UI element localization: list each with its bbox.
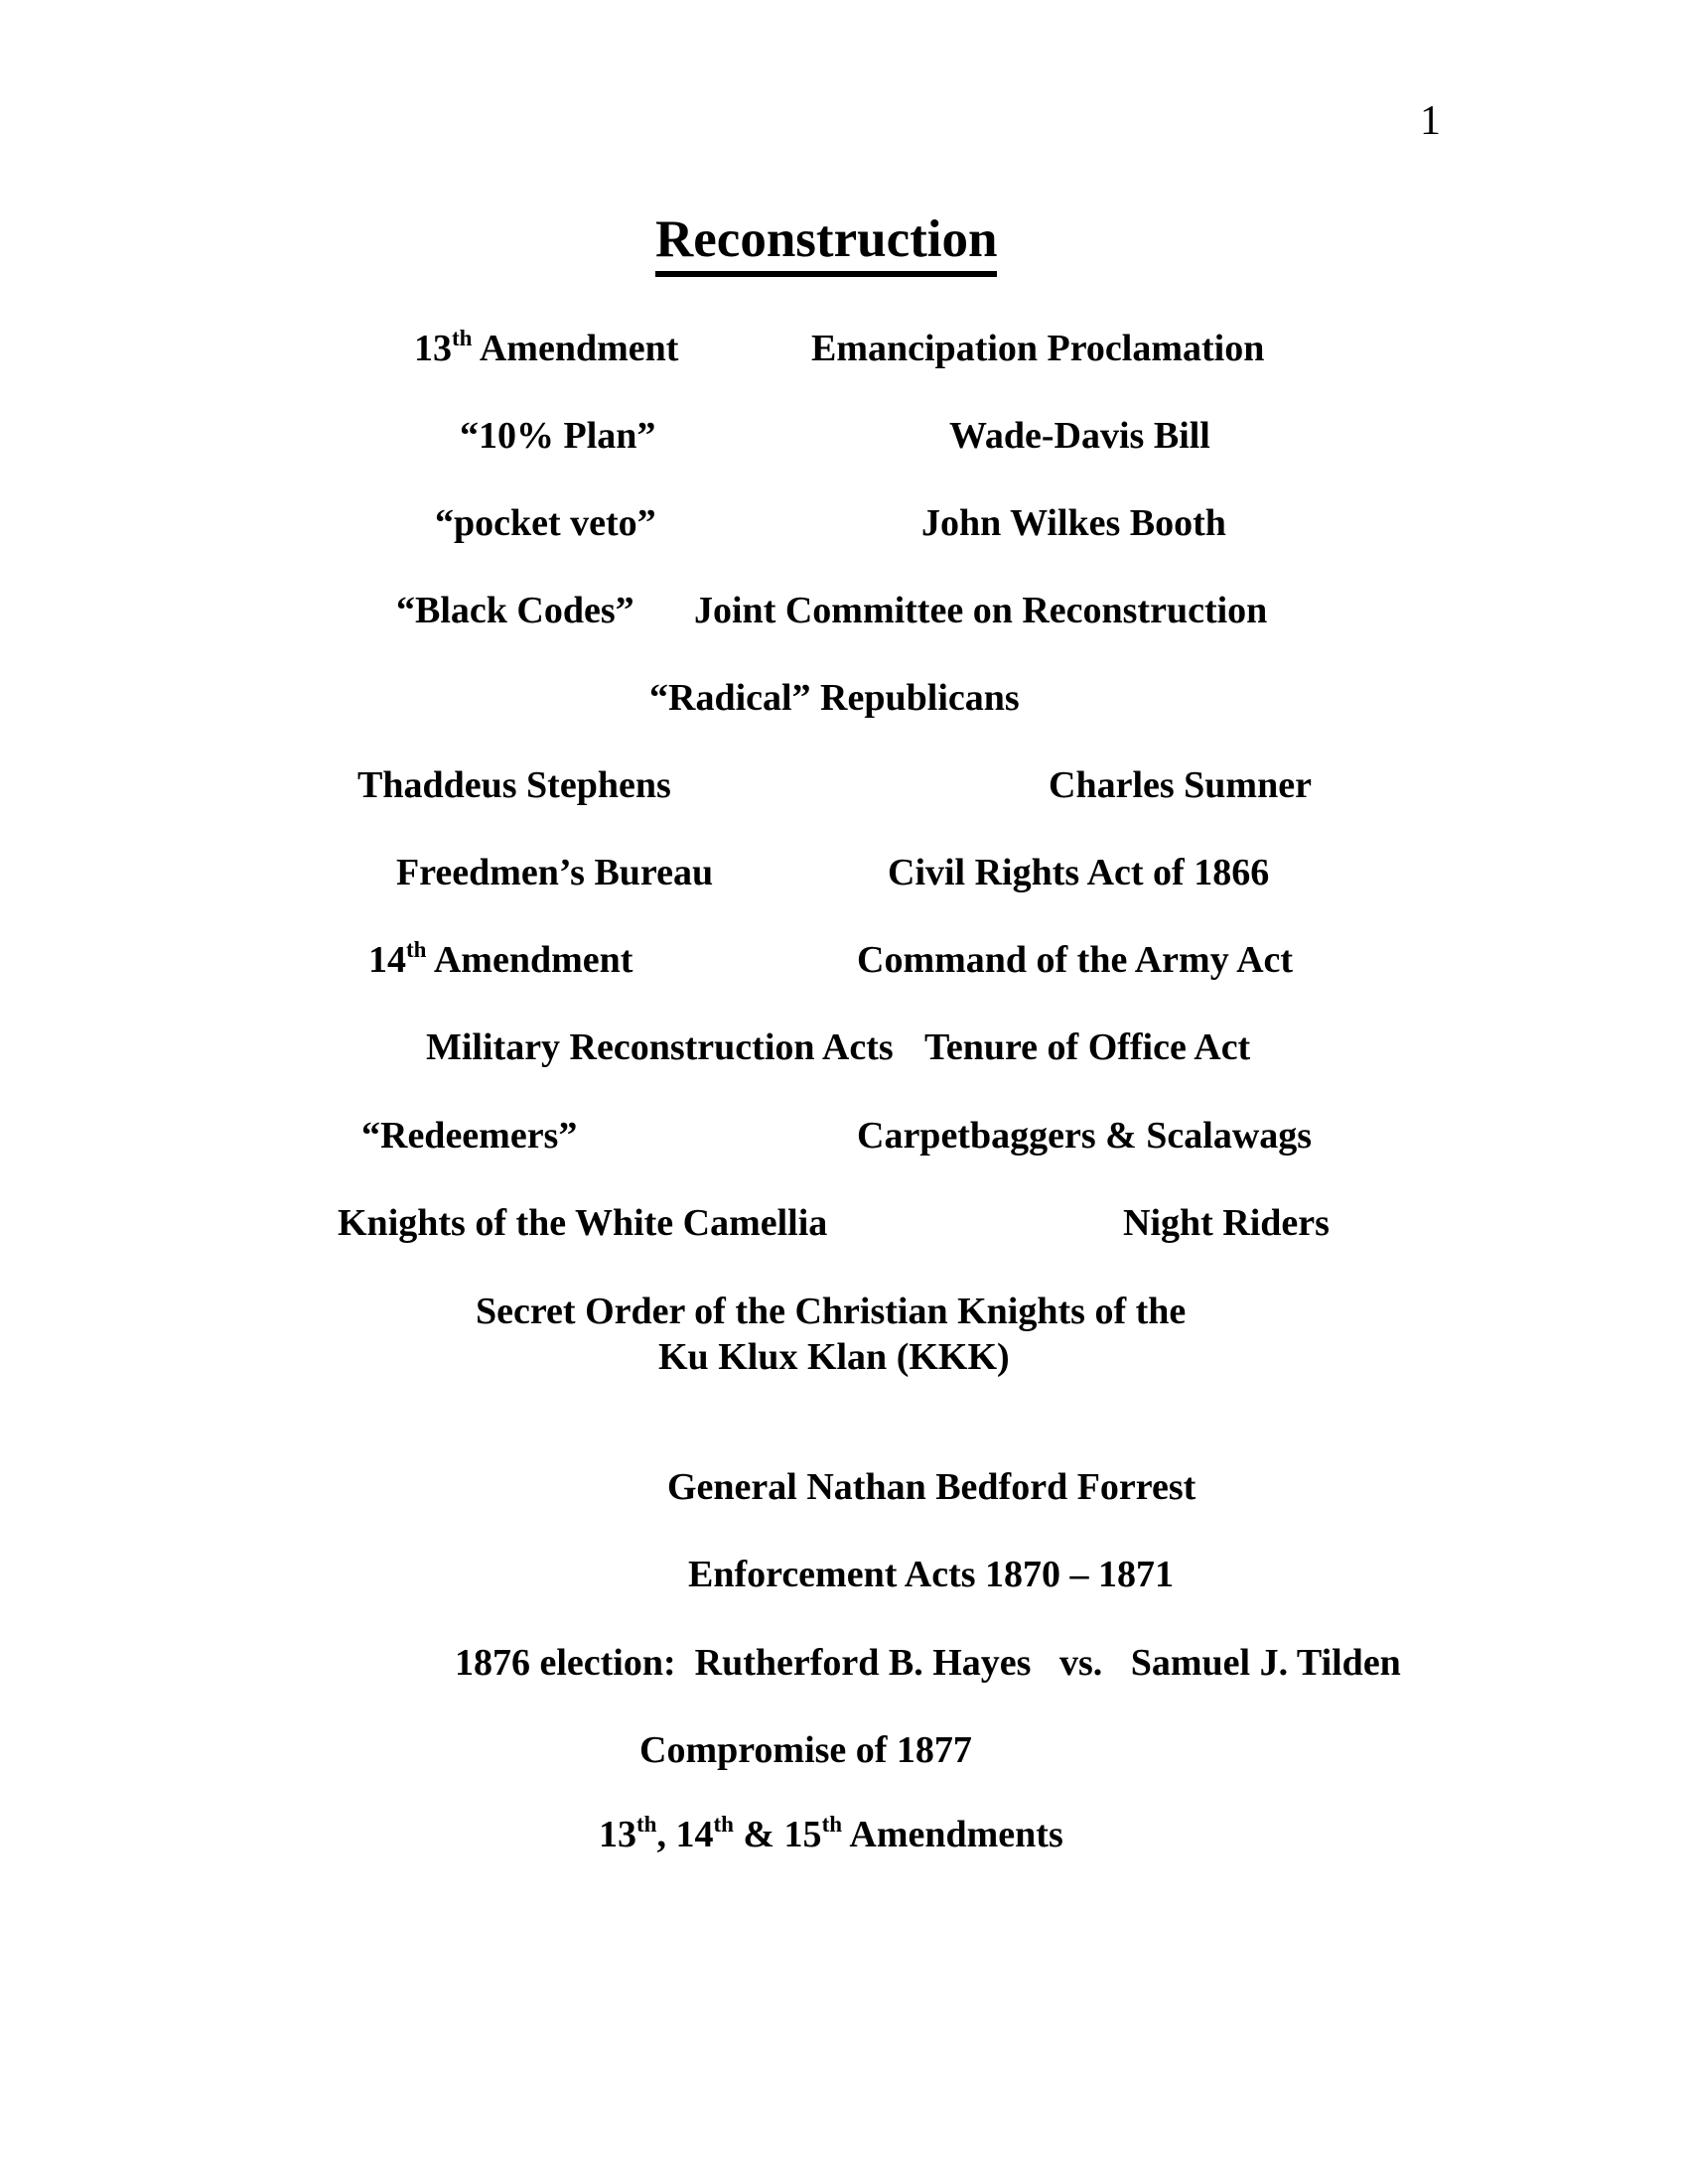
term-final-p4: Amendments — [842, 1814, 1063, 1855]
term-black-codes: “Black Codes” — [396, 590, 634, 631]
term-charles-sumner: Charles Sumner — [1049, 764, 1312, 806]
term-1876-election: 1876 election: Rutherford B. Hayes vs. Samuel J. Tilden — [455, 1642, 1401, 1684]
term-radical-republicans: “Radical” Republicans — [649, 677, 1020, 719]
term-secret-order-line1: Secret Order of the Christian Knights of the — [476, 1291, 1187, 1332]
term-final-s2: th — [713, 1812, 734, 1837]
term-final-p3: & 15 — [733, 1814, 822, 1855]
term-final-p1: 13 — [599, 1814, 636, 1855]
term-knights-white-camellia: Knights of the White Camellia — [338, 1202, 828, 1244]
term-14th-amendment — [368, 939, 633, 983]
term-emancipation-proclamation: Emancipation Proclamation — [811, 328, 1265, 369]
term-secret-order-line2: Ku Klux Klan (KKK) — [658, 1336, 1010, 1378]
term-command-of-army-act: Command of the Army Act — [857, 939, 1294, 981]
term-14th-amendment-sup: th — [406, 937, 427, 962]
document-title: Reconstruction — [655, 210, 997, 277]
term-13th-amendment-sup: th — [452, 326, 473, 350]
term-compromise-1877: Compromise of 1877 — [639, 1729, 972, 1771]
term-carpetbaggers-scalawags: Carpetbaggers & Scalawags — [857, 1115, 1313, 1157]
term-redeemers: “Redeemers” — [361, 1115, 578, 1157]
term-13-14-15-amendments — [599, 1814, 1063, 1857]
term-joint-committee: Joint Committee on Reconstruction — [694, 590, 1268, 631]
term-thaddeus-stephens: Thaddeus Stephens — [357, 764, 671, 806]
term-enforcement-acts: Enforcement Acts 1870 – 1871 — [688, 1554, 1175, 1595]
term-13th-amendment-rest: Amendment — [472, 328, 679, 369]
term-10-percent-plan: “10% Plan” — [460, 415, 656, 457]
term-final-s1: th — [636, 1812, 657, 1837]
term-final-p2: , 14 — [656, 1814, 714, 1855]
term-13th-amendment — [414, 328, 678, 371]
term-13th-amendment-base: 13 — [414, 328, 452, 369]
term-tenure-of-office-act: Tenure of Office Act — [924, 1026, 1251, 1068]
term-john-wilkes-booth: John Wilkes Booth — [921, 502, 1226, 544]
term-wade-davis-bill: Wade-Davis Bill — [949, 415, 1210, 457]
term-civil-rights-act-1866: Civil Rights Act of 1866 — [888, 852, 1270, 893]
term-freedmens-bureau: Freedmen’s Bureau — [396, 852, 714, 893]
term-14th-amendment-rest: Amendment — [426, 939, 633, 981]
term-nathan-bedford-forrest: General Nathan Bedford Forrest — [667, 1466, 1196, 1508]
term-night-riders: Night Riders — [1123, 1202, 1330, 1244]
term-final-s3: th — [821, 1812, 843, 1837]
term-military-reconstruction-acts: Military Reconstruction Acts — [426, 1026, 894, 1068]
term-14th-amendment-base: 14 — [368, 939, 406, 981]
page-number: 1 — [1420, 98, 1441, 144]
term-pocket-veto: “pocket veto” — [435, 502, 656, 544]
